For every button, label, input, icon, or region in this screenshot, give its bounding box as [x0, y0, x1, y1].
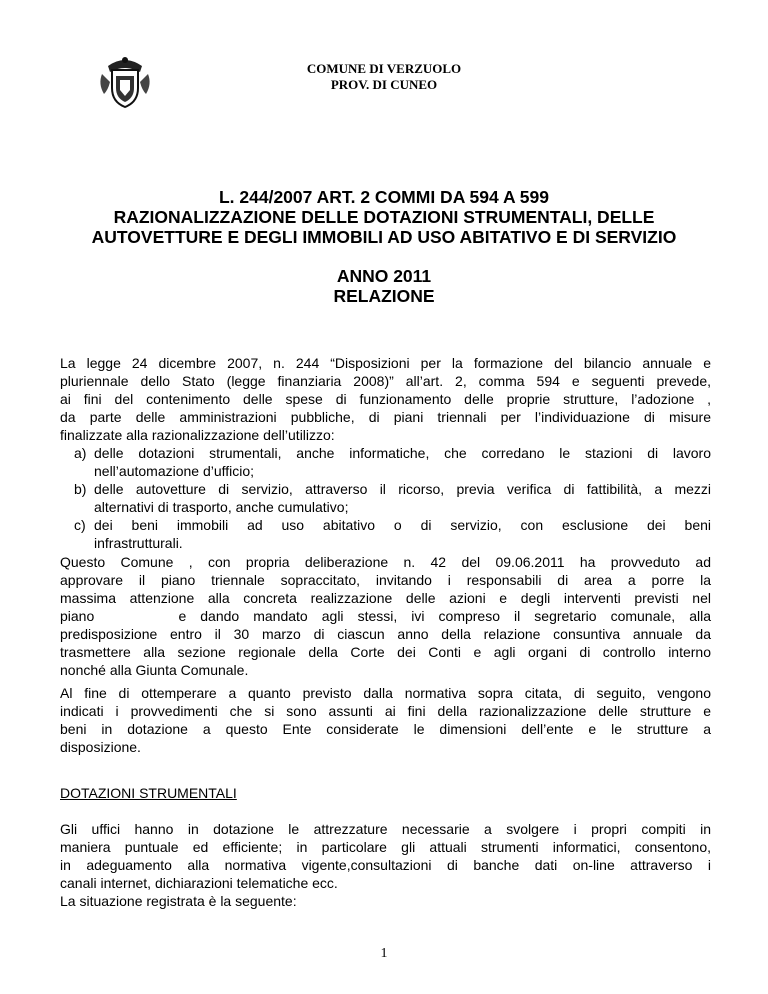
- list-marker: c): [74, 517, 86, 533]
- title-line-2: RAZIONALIZZAZIONE DELLE DOTAZIONI STRUMENTALI, DELLE: [113, 207, 655, 227]
- title-line-3: AUTOVETTURE E DEGLI IMMOBILI AD USO ABITATIVO E DI SERVIZIO: [91, 227, 677, 247]
- title-line-1: L. 244/2007 ART. 2 COMMI DA 594 A 599: [218, 187, 550, 207]
- text-line: indicati i provvedimenti che si sono assunti ai fini della razionalizzazione delle strutture e: [60, 703, 711, 719]
- text-line: Questo Comune , con propria deliberazione n. 42 del 09.06.2011 ha provveduto ad: [60, 554, 711, 570]
- text-line: canali internet, dichiarazioni telematiche ecc.: [60, 875, 338, 891]
- section-paragraph: [60, 820, 711, 910]
- text-line: piano e dando mandato agli stessi, ivi compreso il segretario comunale, alla: [60, 608, 711, 624]
- text-line: in adeguamento alla normativa vigente,consultazioni di banche dati on-line attraverso i: [60, 857, 711, 873]
- text-line: ai fini del contenimento delle spese di funzionamento delle proprie strutture, l’adozione ,: [60, 391, 711, 407]
- title-year: ANNO 2011: [336, 266, 432, 286]
- text-line: delle dotazioni strumentali, anche informatiche, che corredano le stazioni di lavoro: [94, 445, 711, 461]
- text-line: infrastrutturali.: [94, 535, 183, 551]
- text-line: predisposizione entro il 30 marzo di ciascun anno della relazione consuntiva annuale da: [60, 626, 711, 642]
- text-line: alternativi di trasporto, anche cumulativo;: [94, 499, 349, 515]
- text-line: approvare il piano triennale sopraccitato, invitando i responsabili di area a porre la: [60, 572, 711, 588]
- text-line: finalizzate alla razionalizzazione dell’utilizzo:: [60, 427, 335, 443]
- municipality-name: COMUNE DI VERZUOLO: [306, 61, 462, 76]
- text-line: nell’automazione d’ufficio;: [94, 463, 255, 479]
- text-line: beni in dotazione a questo Ente considerate le dimensioni dell’ente e le strutture a: [60, 721, 711, 737]
- deliberation-paragraph: [60, 553, 711, 679]
- list-item: [60, 516, 711, 552]
- list-marker: b): [74, 481, 87, 497]
- list-marker: a): [74, 445, 87, 461]
- text-line: massima attenzione alla concreta realizzazione delle azioni e degli interventi previsti nel: [60, 590, 711, 606]
- text-line: Al fine di ottemperare a quanto previsto dalla normativa sopra citata, di seguito, vengono: [60, 685, 711, 701]
- section-heading-text: DOTAZIONI STRUMENTALI: [60, 785, 237, 801]
- text-line: nonché alla Giunta Comunale.: [60, 662, 249, 678]
- text-line: pluriennale dello Stato (legge finanziaria 2008)” all’art. 2, comma 594 e seguenti prevede,: [60, 373, 711, 389]
- page-number: 1: [380, 946, 388, 961]
- measures-list: [60, 444, 711, 552]
- text-line: delle autovetture di servizio, attraverso il ricorso, previa verifica di fattibilità, a mezzi: [94, 481, 711, 497]
- list-item: [60, 444, 711, 480]
- text-line: disposizione.: [60, 739, 141, 755]
- text-line: dei beni immobili ad uso abitativo o di servizio, con esclusione dei beni: [94, 517, 711, 533]
- intro-paragraph: [60, 354, 711, 552]
- title-report: RELAZIONE: [333, 286, 435, 306]
- text-line: Gli uffici hanno in dotazione le attrezzature necessarie a svolgere i propri compiti in: [60, 821, 711, 837]
- province-name: PROV. DI CUNEO: [330, 77, 438, 92]
- text-line: La legge 24 dicembre 2007, n. 244 “Disposizioni per la formazione del bilancio annuale e: [60, 355, 711, 371]
- section-heading: [60, 784, 711, 802]
- measures-paragraph: [60, 684, 711, 756]
- text-line: trasmettere alla sezione regionale della Corte dei Conti e agli organi di controllo interno: [60, 644, 711, 660]
- text-line: da parte delle amministrazioni pubbliche, di piani triennali per l’individuazione di misure: [60, 409, 711, 425]
- text-line: maniera puntuale ed efficiente; in particolare gli attuali strumenti informatici, consentono,: [60, 839, 711, 855]
- text-line: La situazione registrata è la seguente:: [60, 893, 297, 909]
- list-item: [60, 480, 711, 516]
